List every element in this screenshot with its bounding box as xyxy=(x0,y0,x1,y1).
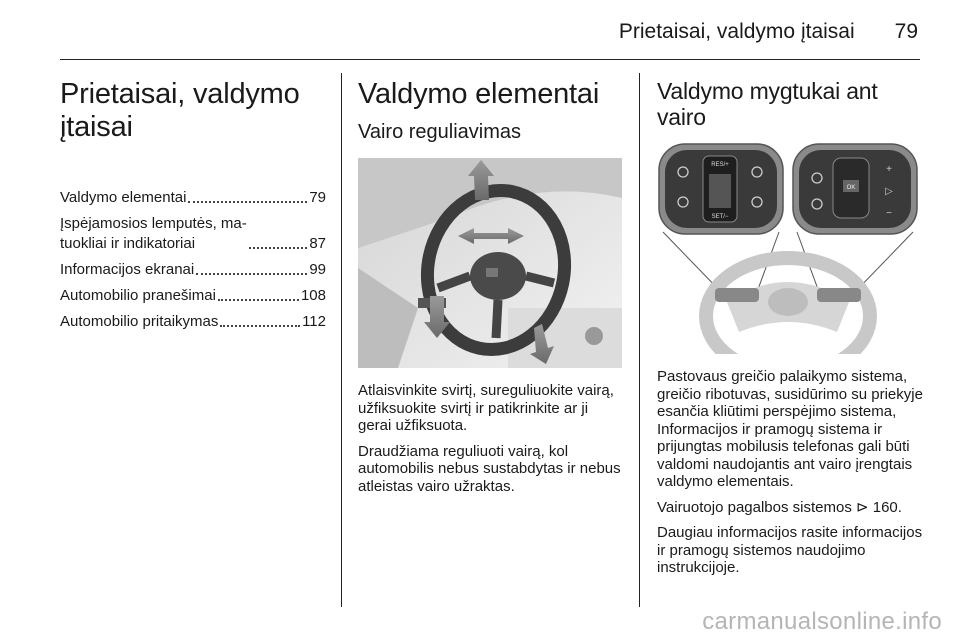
toc-item[interactable] xyxy=(60,214,326,254)
page-number: 79 xyxy=(894,20,918,43)
volume-up-icon: + xyxy=(886,164,892,175)
toc-label: Informacijos ekranai xyxy=(60,261,195,278)
column-3 xyxy=(657,78,923,585)
paragraph: Pastovaus greičio palaikymo sistema, greičio ribotuvas, susidūrimo su priekyje esančia kliūtimi perspėjimo sistema, Informacijos ir pramogų sistema ir prijungtas mobilusis telefonas gali būti valdomi naudojantis ant vairo įrengtais valdymo elementais. xyxy=(657,368,923,490)
toc-leader xyxy=(188,201,307,203)
column-divider-2 xyxy=(639,73,640,607)
chapter-title: Prietaisai, valdymo įtaisai xyxy=(60,78,300,143)
toc-page: 87 xyxy=(309,235,326,252)
paragraph: Atlaisvinkite svirtį, sureguliuokite vairą, užfiksuokite svirtį ir patikrinkite ar ji gerai užfiksuota. xyxy=(358,382,614,434)
res-label: RES/+ xyxy=(711,162,729,168)
toc-label: Valdymo elementai xyxy=(60,189,187,206)
steering-buttons-illustration xyxy=(657,142,919,354)
running-head xyxy=(619,20,918,44)
toc-label: Automobilio pritaikymas xyxy=(60,313,219,330)
steering-adjustment-illustration xyxy=(358,158,622,368)
column-1 xyxy=(60,78,326,338)
set-label: SET/− xyxy=(711,214,729,220)
toc-leader xyxy=(220,325,300,327)
paragraph: Draudžiama reguliuoti vairą, kol automobilis nebus sustabdytas ir nebus atleistas vairo užraktas. xyxy=(358,442,621,495)
section-title: Valdymo mygtukai ant vairo xyxy=(657,78,878,130)
play-icon: ▷ xyxy=(885,186,893,197)
toc-page: 112 xyxy=(302,313,326,330)
cross-reference[interactable]: Vairuotojo pagalbos sistemos ⊳ 160. xyxy=(657,498,902,516)
table-of-contents xyxy=(60,188,326,332)
column-divider-1 xyxy=(341,73,342,607)
toc-item[interactable] xyxy=(60,260,326,280)
steering-wheel-illustration xyxy=(358,158,622,368)
volume-down-icon: − xyxy=(886,208,892,219)
watermark: carmanualsonline.info xyxy=(702,608,942,635)
running-head-title: Prietaisai, valdymo įtaisai xyxy=(618,20,855,43)
steering-controls-illustration xyxy=(657,142,919,354)
toc-leader xyxy=(218,299,299,301)
toc-page: 108 xyxy=(300,287,326,304)
toc-label: Automobilio pranešimai xyxy=(60,287,216,304)
paragraph: Daugiau informacijos rasite informacijos ir pramogų sistemos naudojimo instrukcijoje. xyxy=(657,524,923,576)
toc-leader xyxy=(249,247,308,249)
toc-page: 79 xyxy=(309,189,326,206)
subsection-title: Vairo reguliavimas xyxy=(358,121,522,143)
toc-item[interactable] xyxy=(60,312,326,332)
toc-label: Įspėjamosios lemputės, ma- tuokliai ir indikatoriai xyxy=(60,215,247,252)
ok-label: OK xyxy=(846,185,856,191)
column-2 xyxy=(358,78,624,503)
toc-item[interactable] xyxy=(60,188,326,208)
header-rule xyxy=(60,59,920,60)
section-title: Valdymo elementai xyxy=(358,78,600,110)
toc-leader xyxy=(196,273,307,275)
toc-page: 99 xyxy=(309,261,326,278)
toc-item[interactable] xyxy=(60,286,326,306)
